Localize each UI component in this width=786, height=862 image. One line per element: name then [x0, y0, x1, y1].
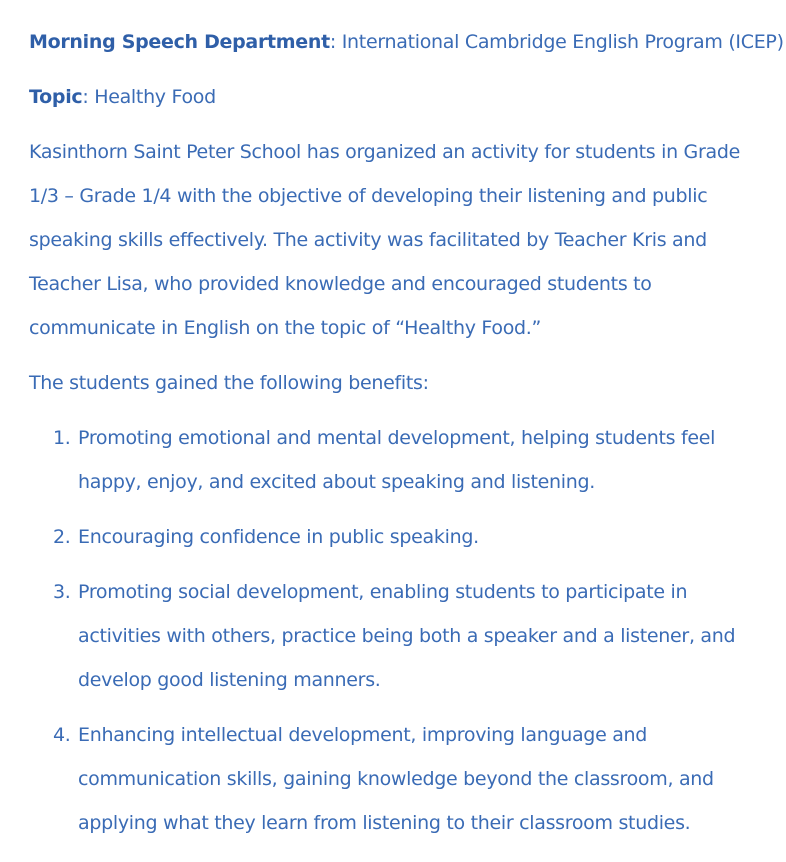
benefit-number: 4. [53, 724, 71, 746]
benefit-line: Promoting social development, enabling students to participate in [78, 581, 688, 603]
benefit-number: 3. [53, 581, 71, 603]
body-line: Kasinthorn Saint Peter School has organized an activity for students in Grade [29, 141, 740, 163]
benefit-line: communication skills, gaining knowledge beyond the classroom, and [78, 768, 714, 790]
department-line [29, 20, 786, 64]
benefits-list [29, 416, 786, 845]
benefit-line: Encouraging confidence in public speaking. [78, 526, 479, 548]
body-paragraph [29, 130, 786, 350]
body-line: speaking skills effectively. The activity was facilitated by Teacher Kris and [29, 229, 707, 251]
topic-label: Topic [29, 86, 83, 108]
benefit-number: 1. [53, 427, 71, 449]
body-line: communicate in English on the topic of “Healthy Food.” [29, 317, 542, 339]
benefit-item [29, 416, 786, 504]
department-value: : International Cambridge English Program (ICEP) [329, 31, 784, 53]
benefits-intro: The students gained the following benefits: [29, 372, 429, 394]
body-line: Teacher Lisa, who provided knowledge and encouraged students to [29, 273, 652, 295]
benefit-line: activities with others, practice being both a speaker and a listener, and [78, 625, 736, 647]
benefit-item [29, 570, 786, 702]
benefit-line: Enhancing intellectual development, improving language and [78, 724, 648, 746]
topic-line [29, 75, 786, 119]
benefit-item [29, 515, 786, 559]
topic-value: : Healthy Food [82, 86, 216, 108]
benefit-line: develop good listening manners. [78, 669, 381, 691]
benefit-number: 2. [53, 526, 71, 548]
department-label: Morning Speech Department [29, 31, 330, 53]
body-line: 1/3 – Grade 1/4 with the objective of developing their listening and public [29, 185, 708, 207]
benefit-line: Promoting emotional and mental development, helping students feel [78, 427, 716, 449]
benefit-item [29, 713, 786, 845]
benefit-line: happy, enjoy, and excited about speaking and listening. [78, 471, 596, 493]
benefit-line: applying what they learn from listening to their classroom studies. [78, 812, 691, 834]
